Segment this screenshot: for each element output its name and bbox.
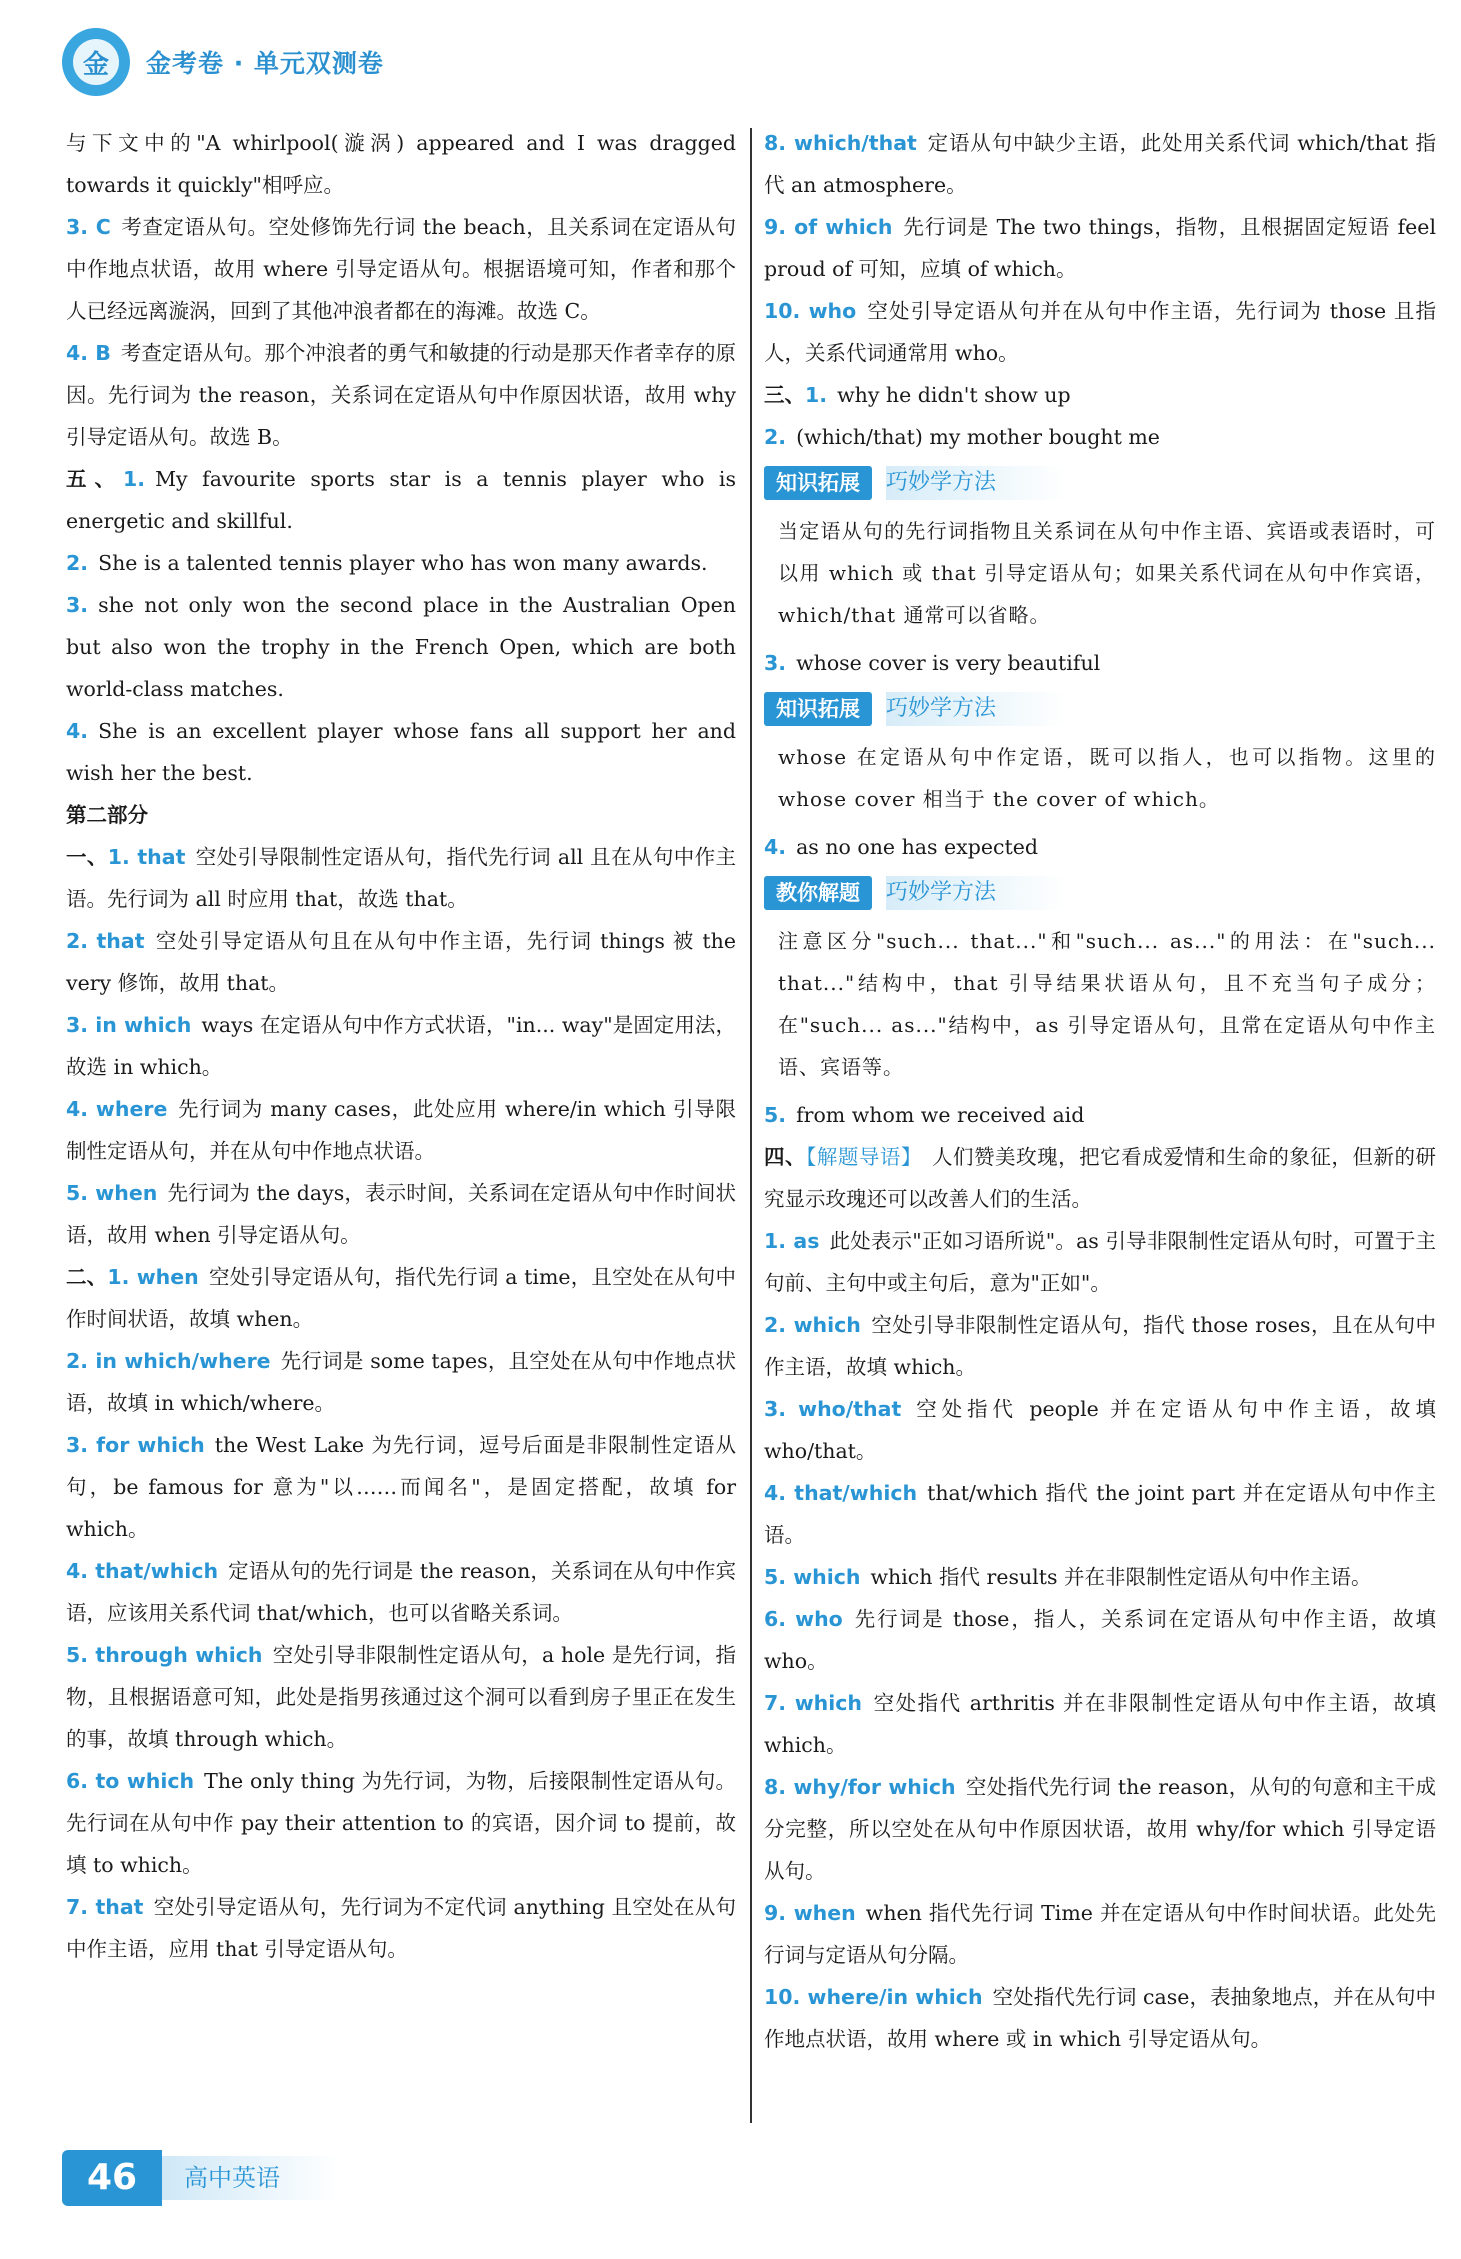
answer-item — [764, 1136, 1436, 1220]
answer-text: the West Lake 为先行词，逗号后面是非限制性定语从句，be famous for 意为"以……而闻名"，是固定搭配，故填 for which。 — [66, 1433, 736, 1541]
answer-item — [66, 836, 736, 920]
answer-number: 2. which — [764, 1313, 861, 1337]
answer-text: She is an excellent player whose fans all support her and wish her the best. — [66, 719, 736, 785]
answer-number: 4. — [764, 835, 787, 859]
answer-item — [764, 1220, 1436, 1304]
answer-item — [66, 710, 736, 794]
answer-number: 8. which/that — [764, 131, 917, 155]
section-number: 五、 — [66, 467, 123, 491]
section-number: 一、 — [66, 845, 108, 869]
answer-item — [66, 1886, 736, 1970]
answer-text: 考查定语从句。那个冲浪者的勇气和敏捷的行动是那天作者幸存的原因。先行词为 the reason，关系词在定语从句中作原因状语，故用 why 引导定语从句。故选 B。 — [66, 341, 736, 449]
answer-item — [764, 1472, 1436, 1556]
answer-number: 4. that/which — [764, 1481, 918, 1505]
answer-text: 空处引导非限制性定语从句，a hole 是先行词，指物，且根据语意可知，此处是指男孩通过这个洞可以看到房子里正在发生的事，故填 through which。 — [66, 1643, 736, 1751]
answer-text: 空处引导非限制性定语从句，指代 those roses，且在从句中作主语，故填 which。 — [764, 1313, 1436, 1379]
section-heading — [66, 794, 736, 836]
tip-text: whose 在定语从句中作定语，既可以指人，也可以指物。这里的 whose cover 相当于 the cover of which。 — [778, 745, 1436, 811]
header-title: 金考卷 · 单元双测卷 — [146, 49, 384, 78]
answer-item — [764, 642, 1436, 684]
answer-item — [764, 826, 1436, 868]
answer-text: 空处引导定语从句，指代先行词 a time，且空处在从句中作时间状语，故填 when。 — [66, 1265, 736, 1331]
answer-text: from whom we received aid — [796, 1103, 1085, 1127]
answer-number: 7. that — [66, 1895, 144, 1919]
answer-text: 空处指代 people 并在定语从句中作主语，故填 who/that。 — [764, 1397, 1436, 1463]
answer-item — [66, 1256, 736, 1340]
answer-number: 1. that — [107, 845, 186, 869]
answer-item — [66, 1424, 736, 1550]
answer-text: 人们赞美玫瑰，把它看成爱情和生命的象征，但新的研究显示玫瑰还可以改善人们的生活。 — [764, 1145, 1437, 1211]
page-number: 46 — [62, 2150, 162, 2206]
answer-number: 3. C — [66, 215, 111, 239]
answer-item — [764, 1556, 1436, 1598]
answer-text: She is a talented tennis player who has won many awards. — [98, 551, 708, 575]
answer-number: 4. where — [66, 1097, 168, 1121]
column-divider — [750, 128, 752, 2123]
answer-item — [66, 1004, 736, 1088]
answer-number: 5. through which — [66, 1643, 263, 1667]
answer-number: 2. in which/where — [66, 1349, 271, 1373]
answer-text: (which/that) my mother bought me — [796, 425, 1160, 449]
answer-number: 10. who — [764, 299, 857, 323]
answer-number: 10. where/in which — [764, 1985, 983, 2009]
answer-item — [66, 1088, 736, 1172]
answer-item — [66, 1340, 736, 1424]
answer-item — [764, 416, 1436, 458]
tip-header — [764, 874, 1436, 912]
answer-text: which 指代 results 并在非限制性定语从句中作主语。 — [870, 1565, 1372, 1589]
answer-number: 1. — [123, 467, 146, 491]
tip-tag: 知识拓展 — [764, 466, 872, 500]
subject-label: 高中英语 — [162, 2156, 340, 2200]
section-title: 第二部分 — [66, 803, 148, 827]
page-footer — [62, 2148, 340, 2208]
answer-item — [764, 290, 1436, 374]
answer-item — [66, 584, 736, 710]
answer-number: 7. which — [764, 1691, 863, 1715]
answer-number: 4. — [66, 719, 89, 743]
answer-text: whose cover is very beautiful — [796, 651, 1101, 675]
tip-text: 当定语从句的先行词指物且关系词在从句中作主语、宾语或表语时，可以用 which 或 that 引导定语从句；如果关系代词在从句中作宾语，which/that 通常可以省略。 — [778, 519, 1436, 627]
answer-item — [764, 1892, 1436, 1976]
answer-item — [764, 1682, 1436, 1766]
answer-text: My favourite sports star is a tennis player who is energetic and skillful. — [66, 467, 736, 533]
answer-text: 考查定语从句。空处修饰先行词 the beach，且关系词在定语从句中作地点状语，故用 where 引导定语从句。根据语境可知，作者和那个人已经远离漩涡，回到了其他冲浪者都在的海滩。故选 C。 — [66, 215, 737, 323]
answer-number: 5. — [764, 1103, 787, 1127]
tip-tag: 知识拓展 — [764, 692, 872, 726]
answer-text: 先行词是 The two things，指物，且根据固定短语 feel proud of 可知，应填 of which。 — [764, 215, 1436, 281]
answer-item — [764, 374, 1436, 416]
tip-box — [764, 690, 1436, 820]
section-number: 三、 — [764, 383, 805, 407]
answer-item — [66, 1172, 736, 1256]
answer-number: 1. as — [764, 1229, 820, 1253]
answer-number: 1. — [805, 383, 828, 407]
answer-item — [66, 122, 736, 206]
answer-text: as no one has expected — [796, 835, 1038, 859]
guide-label: 【解题导语】 — [806, 1145, 922, 1169]
answer-text: 定语从句的先行词是 the reason，关系词在从句中作宾语，应该用关系代词 that/which，也可以省略关系词。 — [66, 1559, 737, 1625]
answer-text: she not only won the second place in the Australian Open but also won the trophy in the French Open, which are both world-class matches. — [66, 593, 736, 701]
answer-item — [764, 1094, 1436, 1136]
tip-subtitle: 巧妙学方法 — [886, 466, 1066, 500]
answer-text: 空处引导定语从句，先行词为不定代词 anything 且空处在从句中作主语，应用 that 引导定语从句。 — [66, 1895, 736, 1961]
answer-text: 空处指代先行词 the reason，从句的句意和主干成分完整，所以空处在从句中作原因状语，故用 why/for which 引导定语从句。 — [764, 1775, 1436, 1883]
answer-item — [764, 1766, 1436, 1892]
answer-text: that/which 指代 the joint part 并在定语从句中作主语。 — [764, 1481, 1437, 1547]
answer-number: 6. who — [764, 1607, 843, 1631]
answer-text: The only thing 为先行词，为物，后接限制性定语从句。先行词在从句中作 pay their attention to 的宾语，因介词 to 提前，故填 to which。 — [66, 1769, 737, 1877]
answer-item — [66, 1760, 736, 1886]
answer-item — [66, 206, 736, 332]
tip-header — [764, 690, 1436, 728]
answer-item — [66, 458, 736, 542]
tip-box — [764, 874, 1436, 1088]
answer-number: 6. to which — [66, 1769, 195, 1793]
logo-text: 金 — [73, 39, 119, 85]
answer-text: 空处引导定语从句且在从句中作主语，先行词 things 被 the very 修饰，故用 that。 — [66, 929, 737, 995]
answer-text: 空处指代 arthritis 并在非限制性定语从句中作主语，故填 which。 — [764, 1691, 1436, 1757]
answer-number: 5. which — [764, 1565, 861, 1589]
answer-item — [66, 542, 736, 584]
answer-item — [66, 920, 736, 1004]
answer-item — [764, 1976, 1436, 2060]
left-column — [66, 122, 736, 1970]
tip-header — [764, 464, 1436, 502]
answer-item — [764, 122, 1436, 206]
answer-text: 先行词为 many cases，此处应用 where/in which 引导限制性定语从句，并在从句中作地点状语。 — [66, 1097, 736, 1163]
section-number: 二、 — [66, 1265, 108, 1289]
answer-item — [764, 1388, 1436, 1472]
tip-subtitle: 巧妙学方法 — [886, 876, 1066, 910]
answer-text: 空处引导限制性定语从句，指代先行词 all 且在从句中作主语。先行词为 all 时应用 that，故选 that。 — [66, 845, 736, 911]
answer-text: 与下文中的"A whirlpool(漩涡) appeared and I was dragged towards it quickly"相呼应。 — [66, 131, 736, 197]
page-header — [62, 22, 384, 102]
answer-text: why he didn't show up — [837, 383, 1071, 407]
section-number: 四、 — [764, 1145, 807, 1169]
tip-subtitle: 巧妙学方法 — [886, 692, 1066, 726]
answer-number: 9. of which — [764, 215, 893, 239]
answer-number: 1. when — [107, 1265, 199, 1289]
answer-number: 2. — [66, 551, 89, 575]
answer-text: 先行词是 those，指人，关系词在定语从句中作主语，故填 who。 — [764, 1607, 1436, 1673]
answer-item — [66, 1550, 736, 1634]
tip-box — [764, 464, 1436, 636]
answer-item — [764, 1304, 1436, 1388]
answer-number: 3. who/that — [764, 1397, 902, 1421]
answer-text: when 指代先行词 Time 并在定语从句中作时间状语。此处先行词与定语从句分隔。 — [764, 1901, 1436, 1967]
answer-text: 定语从句中缺少主语，此处用关系代词 which/that 指代 an atmosphere。 — [764, 131, 1436, 197]
answer-number: 3. — [66, 593, 89, 617]
answer-item — [764, 206, 1436, 290]
tip-text: 注意区分"such... that..."和"such... as..."的用法：在"such... that..."结构中，that 引导结果状语从句，且不充当句子成分；在"such... as..."结构中，as 引导定语从句，且常在定语从句中作主语、宾语等。 — [778, 929, 1436, 1079]
answer-text: 空处指代先行词 case，表抽象地点，并在从句中作地点状语，故用 where 或 in which 引导定语从句。 — [764, 1985, 1437, 2051]
answer-text: ways 在定语从句中作方式状语，"in... way"是固定用法，故选 in which。 — [66, 1013, 736, 1079]
answer-number: 3. for which — [66, 1433, 205, 1457]
answer-text: 此处表示"正如习语所说"。as 引导非限制性定语从句时，可置于主句前、主句中或主句后，意为"正如"。 — [764, 1229, 1436, 1295]
answer-number: 5. when — [66, 1181, 158, 1205]
answer-number: 9. when — [764, 1901, 856, 1925]
right-column — [764, 122, 1436, 2060]
tip-tag: 教你解题 — [764, 876, 872, 910]
answer-item — [66, 1634, 736, 1760]
answer-number: 3. in which — [66, 1013, 192, 1037]
answer-item — [66, 332, 736, 458]
answer-number: 3. — [764, 651, 787, 675]
answer-number: 8. why/for which — [764, 1775, 956, 1799]
answer-number: 4. B — [66, 341, 111, 365]
answer-text: 空处引导定语从句并在从句中作主语，先行词为 those 且指人，关系代词通常用 who。 — [764, 299, 1437, 365]
answer-number: 2. that — [66, 929, 145, 953]
answer-text: 先行词是 some tapes，且空处在从句中作地点状语，故填 in which/where。 — [66, 1349, 736, 1415]
answer-item — [764, 1598, 1436, 1682]
answer-number: 4. that/which — [66, 1559, 219, 1583]
brand-logo-icon — [62, 28, 130, 96]
answer-text: 先行词为 the days，表示时间，关系词在定语从句中作时间状语，故用 when 引导定语从句。 — [66, 1181, 736, 1247]
answer-number: 2. — [764, 425, 787, 449]
